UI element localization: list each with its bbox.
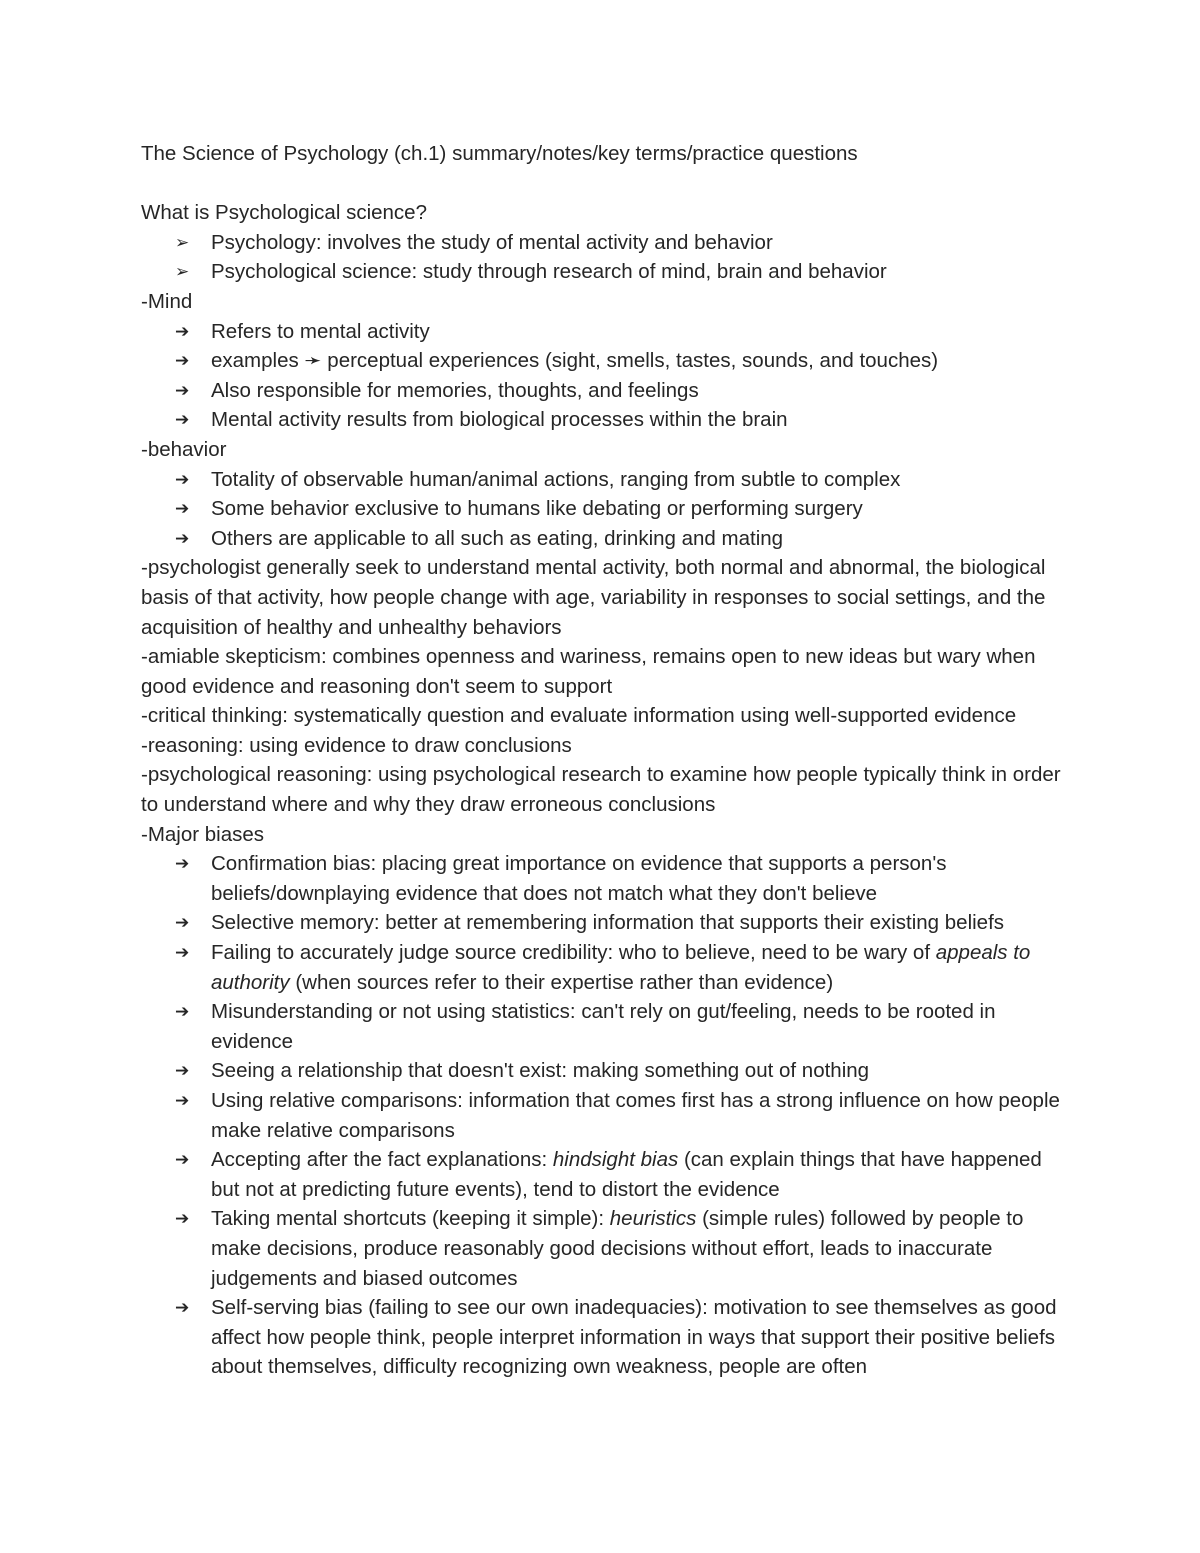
list-item-text: Misunderstanding or not using statistics: can't rely on gut/feeling, needs to be rooted in evidence xyxy=(211,1000,996,1053)
arrow-bullet-icon: ➔ xyxy=(175,913,190,933)
list-item-text: Self-serving bias (failing to see our own inadequacies): motivation to see themselves as good affect how people think, people interpret information in ways that support their positive beliefs about themselves, difficulty recognizing own weakness, people are often xyxy=(211,1296,1057,1379)
paragraph: -psychologist generally seek to understand mental activity, both normal and abnormal, the biological basis of that activity, how people change with age, variability in responses to social settings, and the acquisition of healthy and unhealthy behaviors xyxy=(141,556,1046,639)
document-page xyxy=(141,139,1071,1382)
arrow-bullet-icon: ➔ xyxy=(175,1209,190,1229)
list-item xyxy=(141,346,1071,376)
paragraph: -critical thinking: systematically question and evaluate information using well-supported evidence xyxy=(141,704,1017,728)
list-item xyxy=(141,465,1071,495)
arrow-bullet-icon: ➔ xyxy=(175,1061,190,1081)
italic-term: heuristics xyxy=(609,1207,697,1231)
biases-heading: -Major biases xyxy=(141,822,265,846)
list-item-text xyxy=(211,1204,1071,1293)
arrow-bullet-icon: ➔ xyxy=(175,528,190,548)
paragraph: -amiable skepticism: combines openness and wariness, remains open to new ideas but wary when good evidence and reasoning don't seem to support xyxy=(141,645,1036,698)
list-item xyxy=(141,1204,1071,1293)
italic-term: appeals to authority xyxy=(211,941,1031,994)
list-item-text: Others are applicable to all such as eating, drinking and mating xyxy=(211,526,784,550)
arrow-bullet-icon: ➔ xyxy=(175,1150,190,1170)
list-item-text: Psychology: involves the study of mental activity and behavior xyxy=(211,230,773,254)
arrow-bullet-icon: ➔ xyxy=(175,351,190,371)
list-item xyxy=(141,228,1071,258)
arrow-bullet-icon: ➔ xyxy=(175,321,190,341)
list-item xyxy=(141,1056,1071,1086)
list-item-text: Psychological science: study through research of mind, brain and behavior xyxy=(211,260,887,284)
list-item xyxy=(141,1086,1071,1145)
arrow-bullet-icon: ➔ xyxy=(175,1002,190,1022)
arrow-bullet-icon: ➔ xyxy=(175,410,190,430)
list-item-text: Selective memory: better at remembering information that supports their existing beliefs xyxy=(211,911,1005,935)
list-item xyxy=(141,908,1071,938)
document-title: The Science of Psychology (ch.1) summary/notes/key terms/practice questions xyxy=(141,142,858,165)
arrow-bullet-icon: ➔ xyxy=(175,854,190,874)
list-item-text: Confirmation bias: placing great importance on evidence that supports a person's beliefs/downplaying evidence that does not match what they don't believe xyxy=(211,852,947,905)
list-item-text: Seeing a relationship that doesn't exist: making something out of nothing xyxy=(211,1059,870,1083)
text-run: (when sources refer to their expertise rather than evidence) xyxy=(289,970,834,994)
list-item-text: examples ➛ perceptual experiences (sight, smells, tastes, sounds, and touches) xyxy=(211,349,939,373)
list-item xyxy=(141,849,1071,908)
list-item-text: Some behavior exclusive to humans like debating or performing surgery xyxy=(211,497,863,521)
list-item-text xyxy=(211,938,1071,997)
text-run: (can explain things that have happened but not at predicting future events), tend to distort the evidence xyxy=(211,1148,1042,1201)
text-run: Accepting after the fact explanations: xyxy=(211,1148,553,1172)
list-item xyxy=(141,405,1071,435)
text-run: Taking mental shortcuts (keeping it simple): xyxy=(211,1207,610,1231)
list-item-text xyxy=(211,1145,1071,1204)
list-item xyxy=(141,1145,1071,1204)
arrow-bullet-icon: ➔ xyxy=(175,1298,190,1318)
list-item xyxy=(141,938,1071,997)
spacer xyxy=(141,169,1071,199)
arrow-bullet-icon: ➔ xyxy=(175,469,190,489)
arrow-bullet-icon: ➔ xyxy=(175,943,190,963)
list-item xyxy=(141,997,1071,1056)
list-item xyxy=(141,1293,1071,1382)
list-item-text: Also responsible for memories, thoughts, and feelings xyxy=(211,378,699,402)
paragraph: -psychological reasoning: using psychological research to examine how people typically think in order to understand where and why they draw erroneous conclusions xyxy=(141,763,1061,817)
text-run: (simple rules) followed by people to make decisions, produce reasonably good decisions without effort, leads to inaccurate judgements and biased outcomes xyxy=(211,1207,1024,1290)
section-question: What is Psychological science? xyxy=(141,201,427,225)
behavior-heading: -behavior xyxy=(141,437,227,461)
list-item xyxy=(141,494,1071,524)
list-item-text: Using relative comparisons: information that comes first has a strong influence on how people make relative comparisons xyxy=(211,1089,1060,1142)
arrowhead-bullet-icon: ➢ xyxy=(175,262,190,282)
arrow-bullet-icon: ➔ xyxy=(175,499,190,519)
list-item xyxy=(141,317,1071,347)
list-item-text: Totality of observable human/animal actions, ranging from subtle to complex xyxy=(211,467,901,491)
mind-heading: -Mind xyxy=(141,289,193,313)
paragraph: -reasoning: using evidence to draw conclusions xyxy=(141,733,572,757)
list-item xyxy=(141,257,1071,287)
list-item xyxy=(141,376,1071,406)
arrow-bullet-icon: ➔ xyxy=(175,380,190,400)
italic-term: hindsight bias xyxy=(552,1148,679,1172)
arrow-bullet-icon: ➔ xyxy=(175,1091,190,1110)
list-item-text: Mental activity results from biological processes within the brain xyxy=(211,408,788,432)
list-item-text: Refers to mental activity xyxy=(211,319,430,343)
text-run: Failing to accurately judge source credibility: who to believe, need to be wary of xyxy=(211,941,936,965)
arrowhead-bullet-icon: ➢ xyxy=(175,232,190,252)
list-item xyxy=(141,524,1071,554)
